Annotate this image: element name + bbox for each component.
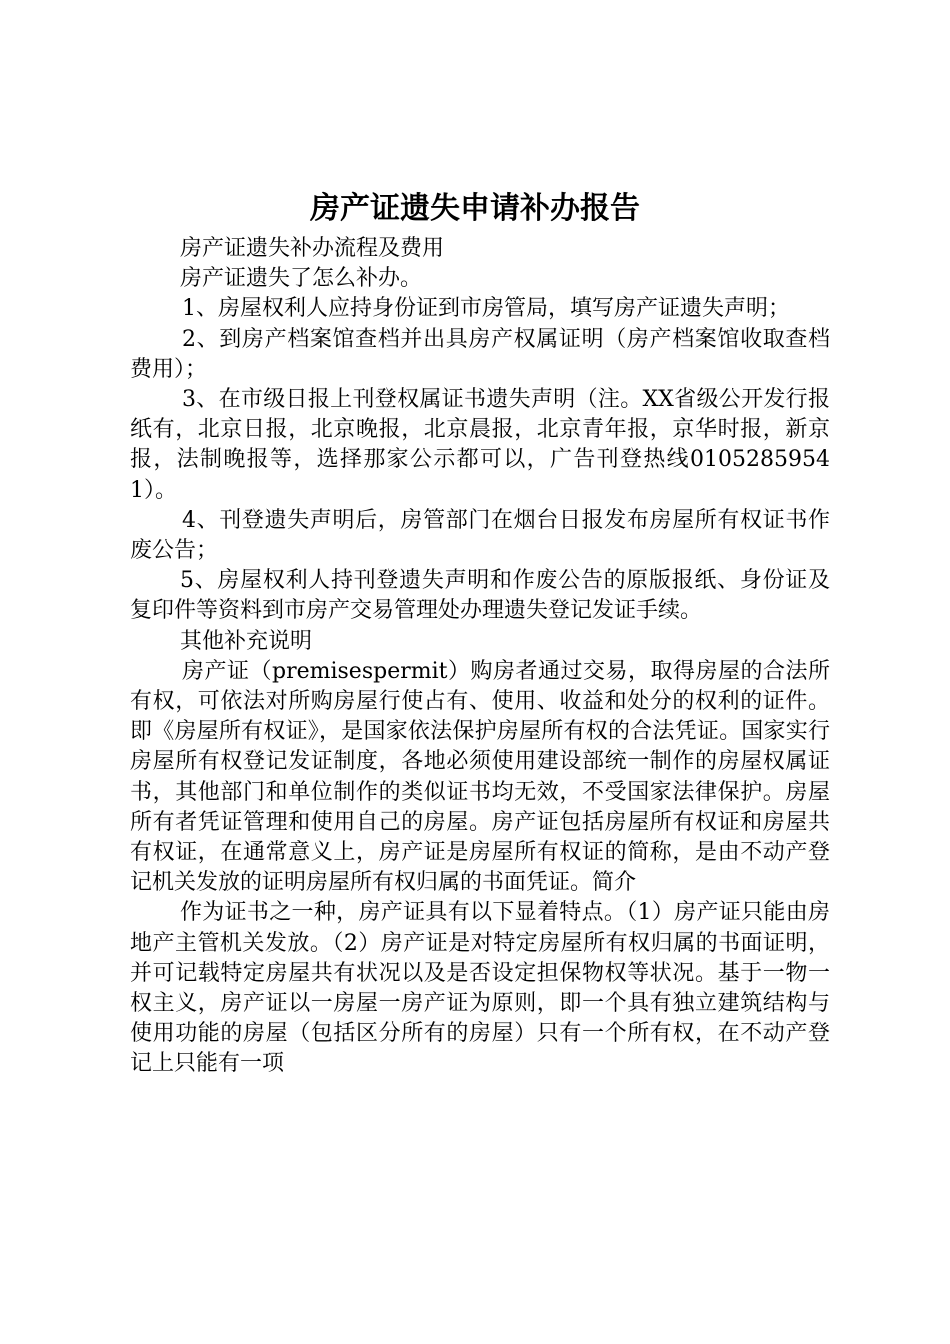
paragraph-features: 作为证书之一种，房产证具有以下显着特点。（1）房产证只能由房地产主管机关发放。（2）房产证是对特定房屋所有权归属的书面证明，并可记载特定房屋共有状况以及是否设定担保物权等状况。基于一物一权主义，房产证以一房屋一房产证为原则，即一个具有独立建筑结构与使用功能的房屋（包括区分所有的房屋）只有一个所有权，在不动产登记上只能有一项	[130, 900, 830, 1077]
paragraph-heading-process: 房产证遗失补办流程及费用	[180, 236, 445, 261]
document-title: 房产证遗失申请补办报告	[310, 191, 640, 226]
paragraph-heading-supplement: 其他补充说明	[180, 628, 313, 654]
paragraph-definition: 房产证（premisespermit）购房者通过交易，取得房屋的合法所有权，可依法对所购房屋行使占有、使用、收益和处分的权利的证件。即《房屋所有权证》，是国家依法保护房屋所有权的合法凭证。国家实行房屋所有权登记发证制度，各地必须使用建设部统一制作的房屋权属证书，其他部门和单位制作的类似证书均无效，不受国家法律保护。房屋所有者凭证管理和使用自己的房屋。房产证包括房屋所有权证和房屋共有权证，在通常意义上，房产证是房屋所有权证的简称，是由不动产登记机关发放的证明房屋所有权归属的书面凭证。简介	[130, 658, 830, 896]
paragraph-step-3: 3、在市级日报上刊登权属证书遗失声明（注。XX省级公开发行报纸有，北京日报，北京晚报，北京晨报，北京青年报，京华时报，新京报，法制晚报等，选择那家公示都可以，广告刊登热线01052859541）。	[130, 387, 830, 503]
paragraph-step-5: 5、房屋权利人持刊登遗失声明和作废公告的原版报纸、身份证及复印件等资料到市房产交易管理处办理遗失登记发证手续。	[130, 568, 830, 624]
paragraph-step-1: 1、房屋权利人应持身份证到市房管局，填写房产证遗失声明；	[182, 296, 790, 322]
paragraph-step-4: 4、刊登遗失声明后，房管部门在烟台日报发布房屋所有权证书作废公告；	[130, 507, 830, 564]
document-body	[130, 234, 830, 1080]
paragraph-question: 房产证遗失了怎么补办。	[180, 266, 423, 292]
paragraph-step-2: 2、到房产档案馆查档并出具房产权属证明（房产档案馆收取查档费用）；	[130, 326, 830, 382]
